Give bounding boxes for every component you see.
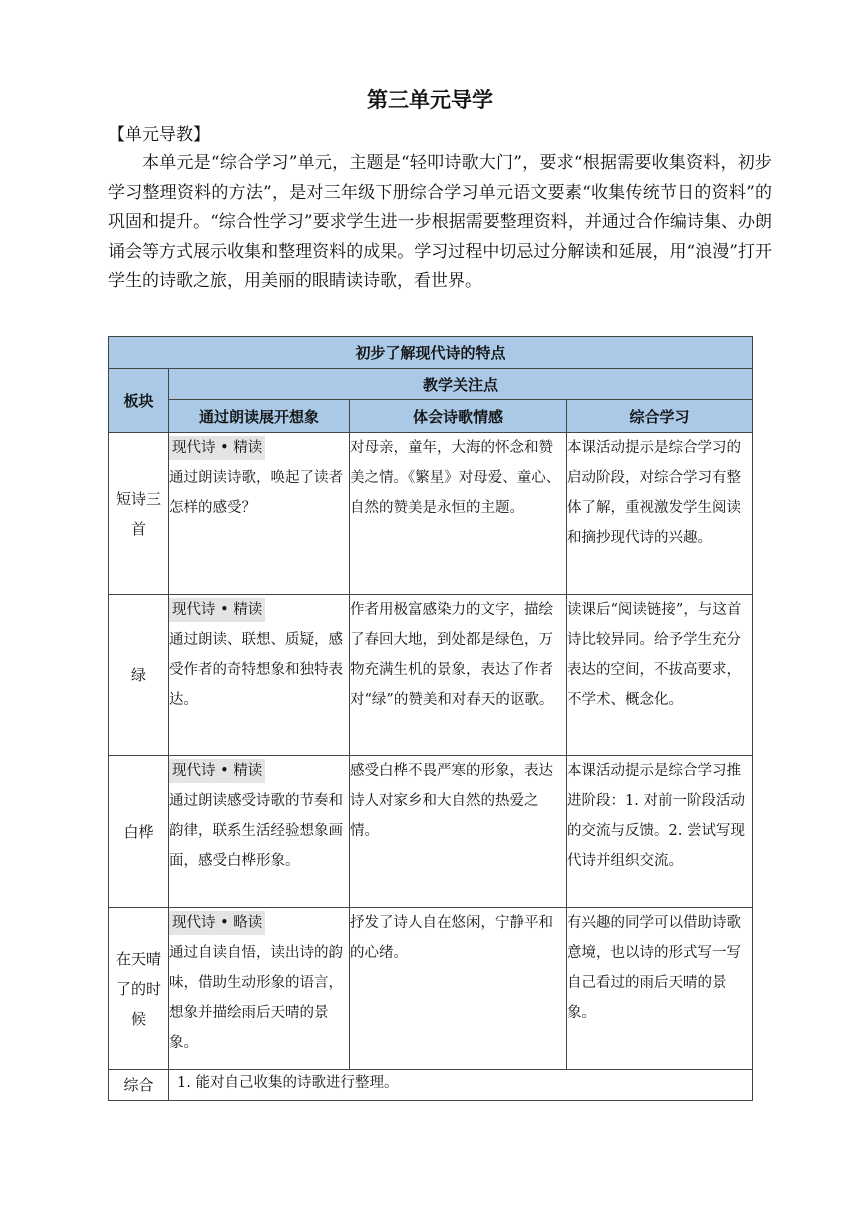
col-header-emotion: 体会诗歌情感 xyxy=(350,400,567,433)
intro-paragraph: 本单元是“综合学习”单元，主题是“轻叩诗歌大门”，要求“根据需要收集资料，初步学习整理资料的方法”，是对三年级下册综合学习单元语文要素“收集传统节日的资料”的巩固和提升。“综合性学习”要求学生进一步根据需要整理资料，并通过合作编诗集、办朗诵会等方式展示收集和整理资料的成果。学习过程中切忌过分解读和延展，用“浪漫”打开学生的诗歌之旅，用美丽的眼睛读诗歌，看世界。 xyxy=(108,153,772,291)
block-header: 板块 xyxy=(109,369,169,433)
integrated-text: 读课后“阅读链接”，与这首诗比较异同。给予学生充分表达的空间，不拔高要求，不学术、概念化。 xyxy=(567,595,753,756)
table-caption: 初步了解现代诗的特点 xyxy=(109,337,753,369)
row-block-label: 绿 xyxy=(109,595,169,756)
integrated-text: 有兴趣的同学可以借助诗歌意境，也以诗的形式写一写自己看过的雨后天晴的景象。 xyxy=(567,908,753,1070)
integrated-text: 本课活动提示是综合学习推进阶段：1. 对前一阶段活动的交流与反馈。2. 尝试写现代诗并组织交流。 xyxy=(567,756,753,908)
row-block-label: 在天晴了的时候 xyxy=(109,908,169,1070)
reading-type-tag: 现代诗 • 精读 xyxy=(169,759,265,783)
reading-focus-text: 通过朗读感受诗歌的节奏和韵律，联系生活经验想象画面，感受白桦形象。 xyxy=(169,793,343,869)
row-block-label: 短诗三首 xyxy=(109,433,169,595)
table-row xyxy=(109,908,753,1070)
col-header-integrated: 综合学习 xyxy=(567,400,753,433)
emotion-text: 感受白桦不畏严寒的形象，表达诗人对家乡和大自然的热爱之情。 xyxy=(350,756,567,908)
table-row xyxy=(109,433,753,595)
emotion-text: 作者用极富感染力的文字，描绘了春回大地，到处都是绿色，万物充满生机的景象，表达了作者对“绿”的赞美和对春天的讴歌。 xyxy=(350,595,567,756)
emotion-text: 抒发了诗人自在悠闲，宁静平和的心绪。 xyxy=(350,908,567,1070)
reading-type-tag: 现代诗 • 精读 xyxy=(169,598,265,622)
integrated-goal-text: 1. 能对自己收集的诗歌进行整理。 xyxy=(169,1070,753,1101)
integrated-text: 本课活动提示是综合学习的启动阶段，对综合学习有整体了解，重视激发学生阅读和摘抄现代诗的兴趣。 xyxy=(567,433,753,595)
emotion-text: 对母亲，童年，大海的怀念和赞美之情。《繁星》对母爱、童心、自然的赞美是永恒的主题。 xyxy=(350,433,567,595)
reading-focus-text: 通过朗读、联想、质疑，感受作者的奇特想象和独特表达。 xyxy=(169,632,343,708)
col-header-reading: 通过朗读展开想象 xyxy=(169,400,350,433)
reading-focus-text: 通过自读自悟，读出诗的韵味，借助生动形象的语言，想象并描绘雨后天晴的景象。 xyxy=(169,945,343,1051)
focus-header: 教学关注点 xyxy=(169,369,753,400)
reading-type-tag: 现代诗 • 精读 xyxy=(169,436,265,460)
reading-type-tag: 现代诗 • 略读 xyxy=(169,911,265,935)
lesson-table xyxy=(108,336,753,1101)
table-row xyxy=(109,1070,753,1101)
reading-focus-text: 通过朗读诗歌，唤起了读者怎样的感受？ xyxy=(169,470,343,516)
row-block-label: 综合 xyxy=(109,1070,169,1101)
section-label: 【单元导教】 xyxy=(108,125,210,145)
page-title: 第三单元导学 xyxy=(367,88,493,112)
table-row xyxy=(109,595,753,756)
table-row xyxy=(109,756,753,908)
row-block-label: 白桦 xyxy=(109,756,169,908)
